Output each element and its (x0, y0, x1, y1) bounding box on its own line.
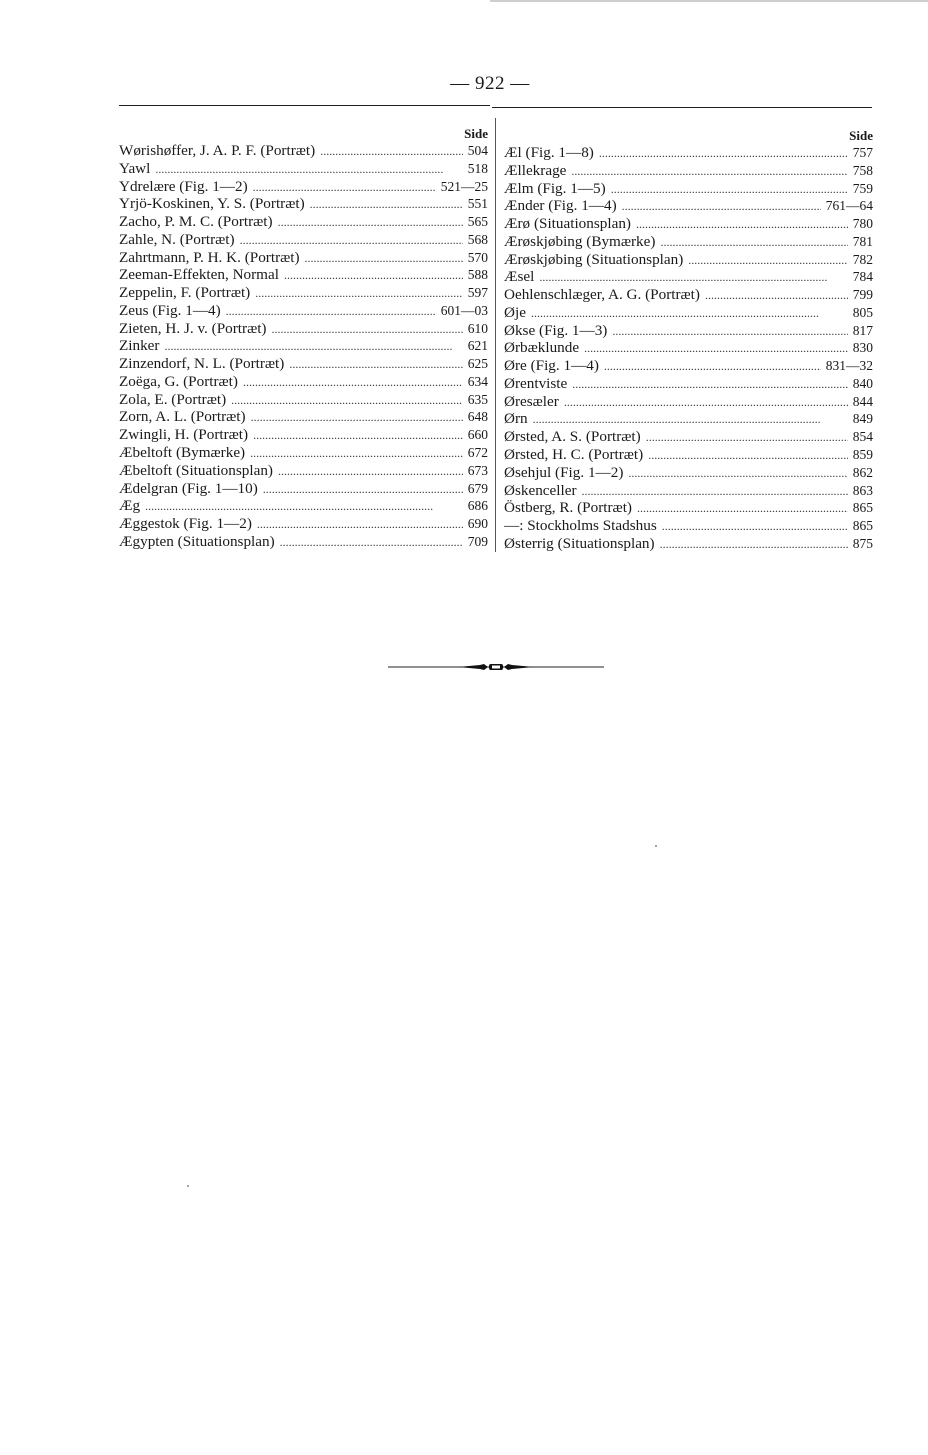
entry-page-number: 759 (852, 180, 873, 196)
dot-leader (320, 143, 463, 160)
entry-name: Zeeman-Effekten, Normal (119, 266, 279, 284)
index-entry (504, 215, 873, 233)
entry-page-number: 844 (852, 393, 873, 409)
entry-name: Zorn, A. L. (Portræt) (119, 408, 246, 426)
entry-page-number: 690 (467, 516, 488, 532)
entry-name: Ælm (Fig. 1—5) (504, 179, 606, 197)
entry-name: Ørentviste (504, 374, 568, 392)
index-entry (504, 286, 873, 304)
entry-page-number: 781 (852, 233, 873, 249)
paper-speck (655, 845, 657, 847)
entry-name: Yrjö-Koskinen, Y. S. (Portræt) (119, 195, 305, 213)
entry-name: Östberg, R. (Portræt) (504, 499, 632, 517)
index-entry (119, 426, 488, 444)
entry-page-number: 570 (467, 249, 488, 265)
index-entry (119, 160, 488, 178)
index-entry (504, 517, 873, 535)
entry-name: Ædelgran (Fig. 1—10) (119, 479, 258, 497)
dot-leader (646, 429, 848, 446)
index-entry (504, 375, 873, 393)
entry-page-number: 660 (467, 427, 488, 443)
dot-leader (599, 145, 848, 162)
entry-name: Zieten, H. J. v. (Portræt) (119, 319, 267, 337)
dot-leader (305, 250, 463, 267)
index-entry (504, 410, 873, 428)
entry-name: Ørbæklunde (504, 339, 580, 357)
index-entry (504, 535, 873, 553)
index-entries-right (504, 144, 873, 553)
index-entry (504, 393, 873, 411)
index-entry (119, 320, 488, 338)
index-entry (119, 213, 488, 231)
entry-name: Zinker (119, 337, 160, 355)
entry-page-number: 840 (852, 375, 873, 391)
index-entry (119, 178, 488, 196)
entry-page-number: 849 (852, 411, 873, 427)
entry-name: Zeus (Fig. 1—4) (119, 301, 221, 319)
entry-name: Zeppelin, F. (Portræt) (119, 284, 251, 302)
page-top-edge (490, 0, 928, 2)
entry-page-number: 621 (467, 338, 488, 354)
dot-leader (255, 285, 463, 302)
index-entry (504, 268, 873, 286)
index-entry (504, 162, 873, 180)
entry-page-number: 518 (467, 160, 488, 176)
index-entry (504, 339, 873, 357)
entry-page-number: 672 (467, 445, 488, 461)
entry-page-number: 784 (852, 269, 873, 285)
index-entry (504, 251, 873, 269)
entry-name: Øresæler (504, 392, 559, 410)
entry-name: Ænder (Fig. 1—4) (504, 197, 617, 215)
index-entry (504, 144, 873, 162)
entry-page-number: 679 (467, 480, 488, 496)
index-entry (504, 446, 873, 464)
entry-page-number: 635 (467, 391, 488, 407)
dot-leader (648, 447, 848, 464)
index-entry (119, 480, 488, 498)
index-entry (119, 266, 488, 284)
entry-name: Oehlenschlæger, A. G. (Portræt) (504, 286, 700, 304)
entry-page-number: 568 (467, 231, 488, 247)
dot-leader (289, 356, 462, 373)
entry-name: Østerrig (Situationsplan) (504, 534, 655, 552)
entry-name: Æggestok (Fig. 1—2) (119, 515, 252, 533)
entry-name: Zoëga, G. (Portræt) (119, 372, 238, 390)
dot-leader (572, 376, 847, 393)
entry-name: Ydrelære (Fig. 1—2) (119, 177, 248, 195)
index-entry (504, 464, 873, 482)
dot-leader (628, 465, 847, 482)
entry-name: Wørishøffer, J. A. P. F. (Portræt) (119, 142, 316, 159)
index-entry (119, 231, 488, 249)
entry-page-number: 854 (852, 429, 873, 445)
entry-name: Ærøskjøbing (Bymærke) (504, 232, 656, 250)
dot-leader (660, 536, 848, 553)
entry-page-number: 862 (852, 464, 873, 480)
entry-page-number: 875 (852, 535, 873, 551)
side-column-label: Side (464, 126, 488, 141)
entry-name: Æl (Fig. 1—8) (504, 144, 594, 161)
index-entry (119, 408, 488, 426)
index-entry (504, 233, 873, 251)
entry-name: Ærøskjøbing (Situationsplan) (504, 250, 684, 268)
entry-page-number: 863 (852, 482, 873, 498)
entry-page-number: 634 (467, 373, 488, 389)
index-entry (119, 444, 488, 462)
dot-leader (612, 323, 847, 340)
entry-page-number: 830 (852, 340, 873, 356)
index-column-left (119, 125, 488, 551)
dot-leader (250, 445, 463, 462)
dot-leader (582, 483, 848, 500)
entry-page-number: 504 (467, 143, 488, 158)
index-entry (504, 499, 873, 517)
dot-leader (263, 481, 463, 498)
entry-page-number: 817 (852, 322, 873, 338)
index-entry (504, 322, 873, 340)
index-entry (119, 195, 488, 213)
index-entry (119, 373, 488, 391)
dot-leader (564, 394, 848, 411)
entry-page-number: 859 (852, 447, 873, 463)
header-rule-left (119, 105, 490, 106)
entry-name: Øskenceller (504, 481, 577, 499)
entry-page-number: 757 (852, 145, 873, 160)
dot-leader (164, 338, 462, 355)
entry-name: Øsehjul (Fig. 1—2) (504, 463, 624, 481)
index-entry (504, 482, 873, 500)
entry-name: Ægypten (Situationsplan) (119, 532, 275, 550)
ornament-divider (388, 660, 604, 674)
index-entry (119, 462, 488, 480)
index-entry (504, 304, 873, 322)
entry-name: Øje (504, 303, 526, 321)
paper-speck (187, 1185, 189, 1187)
dot-leader (257, 516, 463, 533)
index-entry (119, 249, 488, 267)
dot-leader (280, 534, 463, 551)
entry-name: Ørsted, A. S. (Portræt) (504, 428, 641, 446)
entry-name: Æbeltoft (Bymærke) (119, 444, 246, 462)
entry-name: Yawl (119, 159, 151, 177)
dot-leader (636, 216, 848, 233)
entry-name: Æsel (504, 268, 535, 286)
dot-leader (584, 340, 848, 357)
dot-leader (688, 252, 847, 269)
entry-page-number: 831—32 (825, 358, 873, 374)
dot-leader (226, 303, 436, 320)
dot-leader (278, 463, 463, 480)
entry-page-number: 805 (852, 304, 873, 320)
index-entry (119, 302, 488, 320)
dot-leader (278, 214, 463, 231)
index-entries-left (119, 142, 488, 551)
entry-name: Ørn (504, 410, 528, 428)
entry-name: Økse (Fig. 1—3) (504, 321, 608, 339)
entry-name: Zahle, N. (Portræt) (119, 230, 235, 248)
dot-leader (604, 358, 821, 375)
index-entry (504, 197, 873, 215)
dot-leader (705, 287, 848, 304)
entry-page-number: 758 (852, 162, 873, 178)
index-entry (119, 337, 488, 355)
index-entry (504, 357, 873, 375)
dot-leader (253, 427, 463, 444)
entry-page-number: 625 (467, 356, 488, 372)
entry-name: Øre (Fig. 1—4) (504, 357, 599, 375)
dot-leader (531, 305, 848, 322)
entry-page-number: 610 (467, 320, 488, 336)
entry-name: Zola, E. (Portræt) (119, 390, 227, 408)
index-entry (119, 142, 488, 160)
entry-name: Ørsted, H. C. (Portræt) (504, 446, 644, 464)
entry-page-number: 782 (852, 251, 873, 267)
dot-leader (253, 179, 436, 196)
dot-leader (533, 411, 848, 428)
entry-page-number: 588 (467, 267, 488, 283)
dot-leader (660, 234, 847, 251)
index-column-right (504, 127, 873, 553)
dot-leader (251, 409, 463, 426)
entry-page-number: 780 (852, 216, 873, 232)
entry-page-number: 799 (852, 287, 873, 303)
entry-name: Zacho, P. M. C. (Portræt) (119, 213, 273, 231)
entry-page-number: 865 (852, 518, 873, 534)
entry-page-number: 761—64 (825, 198, 873, 214)
page-number: — 922 — (450, 73, 530, 94)
entry-name: Zinzendorf, N. L. (Portræt) (119, 355, 285, 373)
entry-name: Zahrtmann, P. H. K. (Portræt) (119, 248, 300, 266)
dot-leader (243, 374, 463, 391)
dot-leader (662, 518, 848, 535)
entry-page-number: 565 (467, 214, 488, 230)
column-separator (495, 118, 496, 552)
entry-page-number: 551 (467, 196, 488, 212)
entry-name: Æg (119, 497, 141, 515)
entry-name: Æbeltoft (Situationsplan) (119, 461, 273, 479)
index-entry (119, 391, 488, 409)
dot-leader (155, 161, 462, 178)
entry-name: Zwingli, H. (Portræt) (119, 426, 249, 444)
entry-name: —: Stockholms Stadshus (504, 517, 657, 535)
entry-page-number: 709 (467, 533, 488, 549)
entry-name: Ællekrage (504, 161, 567, 179)
index-entry (504, 180, 873, 198)
entry-page-number: 521—25 (440, 178, 488, 194)
entry-page-number: 601—03 (440, 302, 488, 318)
entry-page-number: 686 (467, 498, 488, 514)
dot-leader (240, 232, 463, 249)
dot-leader (539, 269, 847, 286)
index-entry (504, 428, 873, 446)
dot-leader (272, 321, 463, 338)
entry-page-number: 648 (467, 409, 488, 425)
dot-leader (231, 392, 463, 409)
dot-leader (284, 267, 463, 284)
entry-name: Ærø (Situationsplan) (504, 215, 631, 233)
dot-leader (637, 500, 848, 517)
index-entry (119, 533, 488, 551)
dot-leader (622, 198, 821, 215)
header-rule-right (492, 107, 872, 108)
index-entry (119, 355, 488, 373)
index-entry (119, 284, 488, 302)
entry-page-number: 597 (467, 285, 488, 301)
dot-leader (145, 498, 463, 515)
dot-leader (310, 196, 463, 213)
dot-leader (571, 163, 847, 180)
dot-leader (611, 181, 848, 198)
side-column-label: Side (849, 128, 873, 143)
entry-page-number: 865 (852, 500, 873, 516)
index-entry (119, 515, 488, 533)
index-entry (119, 497, 488, 515)
entry-page-number: 673 (467, 462, 488, 478)
